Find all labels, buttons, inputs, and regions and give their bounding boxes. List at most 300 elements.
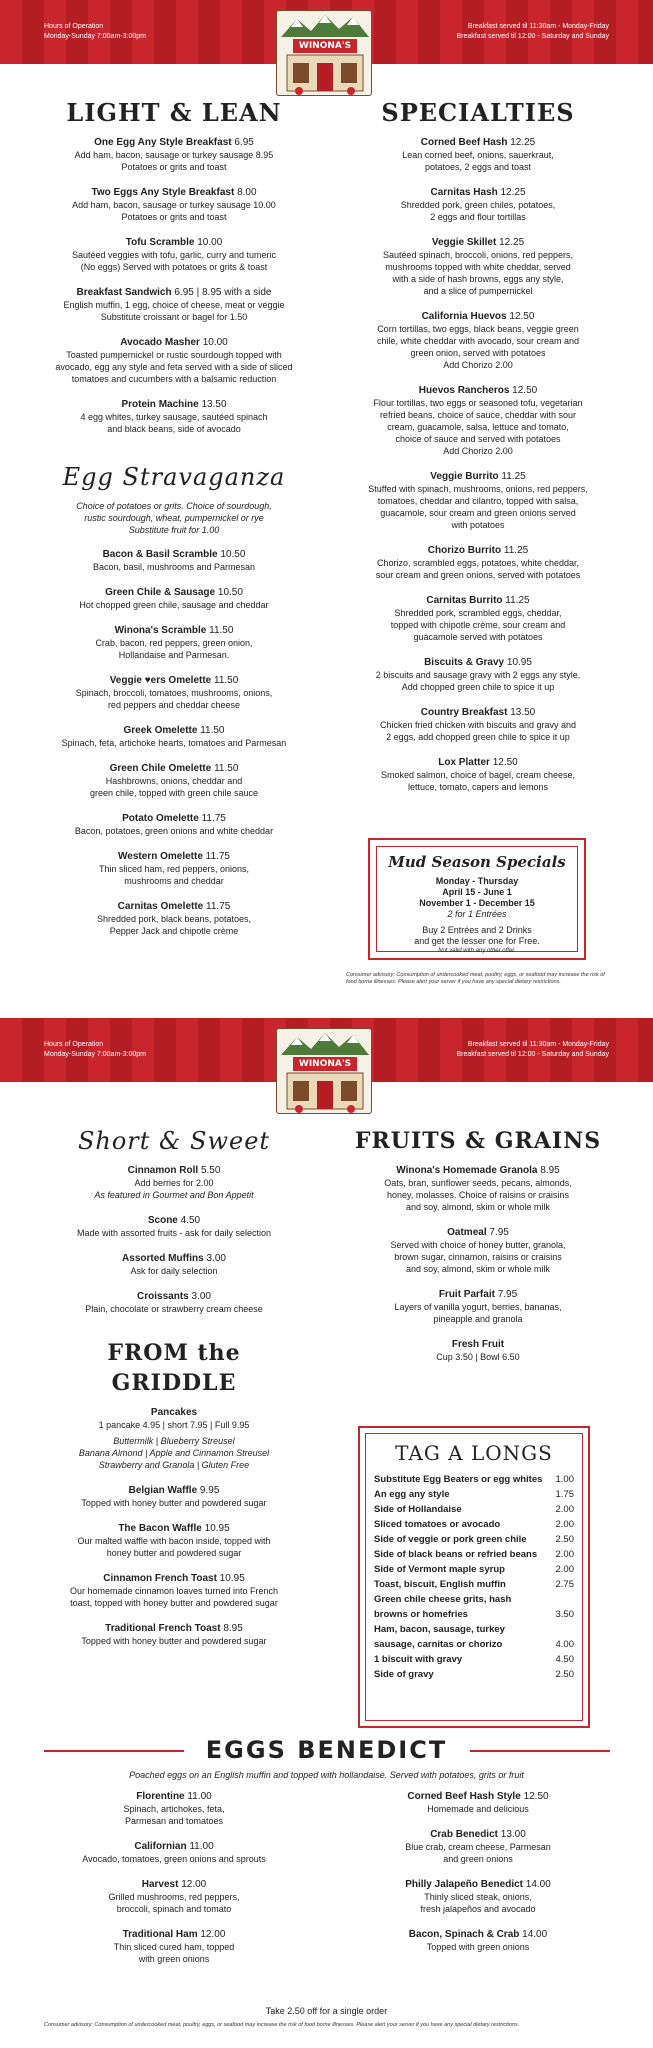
consumer-advisory-1: Consumer advisory: Consumption of undercooked meat, poultry, eggs, or seafood may increase the risk of food borne illnesses. Please alert your server if you have any special dietary restrictions.	[346, 972, 605, 985]
menu-item-desc: Hot chopped green chile, sausage and cheddar	[79, 600, 269, 610]
menu-item-name: Carnitas Burrito 11.25	[426, 595, 530, 606]
mud-season-box: Mud Season Specials Monday - Thursday April 15 - June 1 November 1 - December 15 2 for 1 Entrées Buy 2 Entrées and 2 Drinks and get the lesser one for Free. Not valid with any other offer.	[368, 838, 586, 960]
menu-item-name: Croissants 3.00	[137, 1291, 211, 1302]
menu-item-desc: Sautéed veggies with tofu, garlic, curry and tumeric	[71, 250, 277, 260]
single-order-note: Take 2.50 off for a single order	[265, 2006, 388, 2016]
menu-item-desc: with a side of hash browns, eggs any style,	[392, 274, 564, 284]
menu-item-price: 4.50	[180, 1215, 201, 1226]
menu-item-name: Cinnamon Roll 5.50	[127, 1165, 221, 1176]
tag-row-price: 2.75	[555, 1579, 574, 1590]
menu-item-price: 12.25	[500, 187, 526, 198]
menu-item-price: 6.95	[234, 137, 254, 148]
tag-row-price: 1.75	[555, 1489, 574, 1500]
benedict-intro: Poached eggs on an English muffin and topped with hollandaise. Served with potatoes, grits or fruit	[129, 1770, 524, 1780]
menu-item	[44, 850, 304, 887]
menu-item-desc: Substitute croissant or bagel for 1.50	[100, 312, 248, 322]
menu-item-price: 13.50	[201, 399, 227, 410]
menu-item-desc: Topped with honey butter and powdered sugar	[81, 1498, 267, 1508]
menu-item-desc: sour cream and green onions, served with potatoes	[375, 570, 581, 580]
menu-item-price: 7.95	[489, 1227, 509, 1238]
menu-item-desc: Hashbrowns, onions, cheddar and	[105, 776, 243, 786]
eggs-benedict-heading: EGGS BENEDICT	[205, 1736, 448, 1764]
menu-item-price: 10.00	[197, 237, 223, 248]
specialties-list	[348, 136, 608, 793]
menu-item-price: 11.25	[503, 545, 529, 556]
menu-item	[348, 1878, 608, 1915]
menu-item	[44, 186, 304, 223]
left-column-2	[44, 1126, 304, 1660]
right-column-2	[348, 1126, 608, 1376]
menu-item-price: 11.00	[189, 1841, 214, 1852]
menu-item-desc: Hollandaise and Parmesan.	[118, 650, 230, 660]
menu-item-desc: Add Chorizo 2.00	[443, 360, 513, 370]
menu-item-desc: guacamole, sour cream and green onions served	[380, 508, 576, 518]
menu-item-desc: Chicken fried chicken with biscuits and gravy and	[379, 720, 577, 730]
menu-item	[44, 724, 304, 749]
menu-item-desc: and a slice of pumpernickel	[423, 286, 533, 296]
menu-item-desc: toast, topped with honey butter and powdered sugar	[70, 1598, 278, 1608]
menu-item	[44, 1290, 304, 1315]
tag-row	[374, 1637, 574, 1652]
menu-item-name: Carnitas Hash 12.25	[430, 187, 526, 198]
menu-item-desc: tomatoes, cheddar and cilantro, topped with salsa,	[377, 496, 579, 506]
menu-item-desc: choice of sauce and served with potatoes	[395, 434, 561, 444]
griddle-list	[44, 1484, 304, 1647]
tag-row-name: Side of gravy	[374, 1669, 434, 1680]
divider-right	[470, 1750, 610, 1752]
menu-item-name: Lox Platter 12.50	[438, 757, 518, 768]
menu-item-desc: Topped with honey butter and powdered sugar	[81, 1636, 267, 1646]
menu-item-desc: Plain, chocolate or strawberry cream cheese	[85, 1304, 263, 1314]
menu-item-desc: Thin sliced ham, red peppers, onions,	[98, 864, 250, 874]
menu-item-name: Florentine 11.00	[136, 1791, 212, 1802]
menu-item-desc: Ask for daily selection	[130, 1266, 218, 1276]
tag-row-name: An egg any style	[374, 1489, 450, 1500]
menu-item-price: 8.95	[223, 1623, 243, 1634]
menu-item-desc: Add ham, bacon, sausage or turkey sausage 10.00	[72, 200, 276, 210]
menu-item-price: 11.00	[187, 1791, 212, 1802]
menu-item-name: Two Eggs Any Style Breakfast 8.00	[91, 187, 257, 198]
tag-row-name: Ham, bacon, sausage, turkey	[374, 1624, 505, 1635]
menu-item-price: 13.00	[500, 1829, 526, 1840]
menu-item-price: 3.00	[191, 1291, 211, 1302]
menu-item-name: The Bacon Waffle 10.95	[118, 1523, 230, 1534]
menu-item-price: 10.00	[202, 337, 228, 348]
menu-item-desc: and green onions	[443, 1854, 513, 1864]
menu-item-name: Fruit Parfait 7.95	[438, 1289, 518, 1300]
tag-row-price: 2.50	[555, 1669, 574, 1680]
menu-item-name: Cinnamon French Toast 10.95	[103, 1573, 245, 1584]
menu-item-desc: Served with choice of honey butter, granola,	[390, 1240, 566, 1250]
menu-item	[44, 1878, 304, 1915]
menu-item-price: 6.95 | 8.95 with a side	[174, 287, 272, 298]
light-lean-heading: LIGHT & LEAN	[66, 98, 282, 127]
menu-item-desc: and soy, almond, skim or whole milk	[406, 1264, 550, 1274]
menu-item-price: 7.95	[497, 1289, 518, 1300]
menu-item-price: 8.00	[237, 187, 257, 198]
menu-item-price: 9.95	[199, 1485, 220, 1496]
menu-item-name: Corned Beef Hash Style 12.50	[407, 1791, 549, 1802]
tag-row-name: 1 biscuit with gravy	[374, 1654, 463, 1665]
menu-item-price: 12.50	[512, 385, 538, 396]
logo-text: WINONA'S	[293, 39, 357, 53]
menu-item	[44, 624, 304, 661]
menu-item-desc: lettuce, tomato, capers and lemons	[407, 782, 549, 792]
menu-item-name: Scone 4.50	[147, 1215, 201, 1226]
menu-item-desc: Potatoes or grits and toast	[121, 212, 227, 222]
hours-right: Breakfast served til 11:30am - Monday-Friday Breakfast served til 12:00 - Saturday and Sunday	[456, 23, 609, 40]
fruits-grains-heading: FRUITS & GRAINS	[354, 1128, 602, 1154]
menu-item-desc: Toasted pumpernickel or rustic sourdough topped with	[66, 350, 282, 360]
menu-item-desc: Add Chorizo 2.00	[443, 446, 513, 456]
menu-item-desc: with green onions	[138, 1954, 210, 1964]
menu-item	[44, 762, 304, 799]
menu-item-price: 11.75	[206, 901, 231, 912]
griddle-heading: FROM the GRIDDLE	[107, 1340, 241, 1396]
menu-item-name: Oatmeal 7.95	[447, 1227, 509, 1238]
menu-item-price: 8.95	[540, 1165, 560, 1176]
menu-item-desc: 2 biscuits and sausage gravy with 2 eggs any style.	[375, 670, 581, 680]
tag-row	[374, 1562, 574, 1577]
menu-item-desc: Layers of vanilla yogurt, berries, bananas,	[394, 1302, 562, 1312]
menu-item	[44, 1840, 304, 1865]
left-column-1	[44, 98, 304, 950]
restaurant-logo	[276, 10, 372, 96]
menu-item	[348, 594, 608, 643]
tag-row	[374, 1517, 574, 1532]
menu-item-desc: Smoked salmon, choice of bagel, cream cheese,	[380, 770, 576, 780]
egg-intro: Choice of potatoes or grits. Choice of sourdough, rustic sourdough, wheat, pumpernickel or rye Substitute fruit for 1.00	[76, 501, 272, 535]
menu-item-desc: green onion, served with potatoes	[410, 348, 546, 358]
menu-item-price: 10.95	[204, 1523, 230, 1534]
menu-item-name: Veggie ♥ers Omelette 11.50	[109, 675, 239, 686]
menu-item-price: 10.50	[220, 549, 246, 560]
specialties-heading: SPECIALTIES	[381, 98, 575, 127]
menu-item-price: 12.00	[200, 1929, 226, 1940]
menu-item-name: Fresh Fruit	[451, 1339, 505, 1350]
menu-item-name: Tofu Scramble 10.00	[125, 237, 223, 248]
tag-row-price: 4.50	[555, 1654, 574, 1665]
menu-item-name: Country Breakfast 13.50	[420, 707, 536, 718]
menu-item	[44, 548, 304, 573]
menu-item	[348, 236, 608, 297]
menu-item-name: Californian 11.00	[134, 1841, 214, 1852]
menu-item-price: 12.25	[510, 137, 536, 148]
menu-item-name: Winona's Scramble 11.50	[114, 625, 234, 636]
menu-item-desc: Homemade and delicious	[427, 1804, 529, 1814]
tag-row-name: Side of veggie or pork green chile	[374, 1534, 527, 1545]
menu-item	[348, 1288, 608, 1325]
tag-row-price: 2.00	[555, 1564, 574, 1575]
restaurant-logo-2	[276, 1028, 372, 1114]
hours-left: Hours of Operation Monday-Sunday 7:00am-3:00pm	[44, 23, 146, 40]
menu-item-price: 12.25	[499, 237, 525, 248]
menu-item-desc: Stuffed with spinach, mushrooms, onions, red peppers,	[368, 484, 588, 494]
benedict-left	[44, 1790, 304, 1978]
menu-item-desc: Grilled mushrooms, red peppers,	[108, 1892, 240, 1902]
menu-item-name: Assorted Muffins 3.00	[122, 1253, 226, 1264]
menu-item-desc: and black beans, side of avocado	[107, 424, 241, 434]
menu-item-desc: Spinach, broccoli, tomatoes, mushrooms, onions,	[75, 688, 273, 698]
menu-item	[44, 1522, 304, 1559]
menu-item-desc: and soy, almond, skim or whole milk	[406, 1202, 550, 1212]
tag-title: TAG A LONGS	[395, 1441, 553, 1465]
menu-item-name: Potato Omelette 11.75	[122, 813, 226, 824]
menu-item-desc: Avocado, tomatoes, green onions and sprouts	[82, 1854, 266, 1864]
menu-item-desc: Topped with green onions	[426, 1942, 530, 1952]
menu-page-2	[0, 1018, 653, 2048]
tag-a-longs-box	[358, 1426, 590, 1728]
menu-item-desc: avocado, egg any style and feta served with a side of sliced	[55, 362, 293, 372]
tag-row-name: Substitute Egg Beaters or egg whites	[374, 1474, 543, 1485]
menu-item	[348, 756, 608, 793]
menu-item-desc: Spinach, feta, artichoke hearts, tomatoes and Parmesan	[61, 738, 287, 748]
menu-item	[44, 900, 304, 937]
menu-item-name: California Huevos 12.50	[421, 311, 535, 322]
menu-item-desc: Add ham, bacon, sausage or turkey sausage 8.95	[74, 150, 274, 160]
tag-row-name: Side of black beans or refried beans	[374, 1549, 538, 1560]
tag-row-name: Side of Hollandaise	[374, 1504, 462, 1515]
menu-item-desc: (No eggs) Served with potatoes or grits & toast	[80, 262, 268, 272]
menu-item-desc: Chorizo, scrambled eggs, potatoes, white cheddar,	[376, 558, 580, 568]
tag-row-name: Sliced tomatoes or avocado	[374, 1519, 501, 1530]
menu-item-desc: chile, white cheddar with avocado, sour cream and	[376, 336, 580, 346]
storefront-icon	[277, 11, 373, 97]
menu-item-price: 11.50	[200, 725, 225, 736]
menu-item	[44, 1572, 304, 1609]
menu-item-desc: Made with assorted fruits - ask for daily selection	[76, 1228, 272, 1238]
menu-item-desc: Cup 3.50 | Bowl 6.50	[436, 1352, 520, 1362]
tag-row-name: Side of Vermont maple syrup	[374, 1564, 505, 1575]
menu-item-desc: topped with chipotle crème, sour cream and	[390, 620, 566, 630]
menu-item	[44, 1622, 304, 1647]
menu-page-1	[0, 0, 653, 995]
menu-item-price: 12.50	[509, 311, 535, 322]
tag-row	[374, 1622, 574, 1637]
menu-item-price: 14.00	[525, 1879, 551, 1890]
menu-item-name: Avocado Masher 10.00	[120, 337, 228, 348]
menu-item-desc: pineapple and granola	[433, 1314, 523, 1324]
menu-item-name: Green Chile & Sausage 10.50	[105, 587, 243, 598]
menu-item	[44, 136, 304, 173]
menu-item-desc: Oats, bran, sunflower seeds, pecans, almonds,	[384, 1178, 572, 1188]
short-sweet-heading: Short & Sweet	[77, 1127, 271, 1155]
tag-row	[374, 1607, 574, 1622]
menu-item-price: 10.95	[219, 1573, 245, 1584]
menu-item-name: Winona's Homemade Granola 8.95	[396, 1165, 560, 1176]
tag-row	[374, 1592, 574, 1607]
menu-item-price: 10.50	[217, 587, 243, 598]
tag-row-price: 3.50	[555, 1609, 574, 1620]
menu-item-name: Greek Omelette 11.50	[123, 725, 225, 736]
tag-row	[374, 1502, 574, 1517]
menu-item-name: Traditional French Toast 8.95	[105, 1623, 243, 1634]
menu-item-desc: Add chopped green chile to spice it up	[401, 682, 555, 692]
menu-item	[348, 1928, 608, 1953]
menu-item	[44, 398, 304, 435]
menu-item-desc: Flour tortillas, two eggs or seasoned tofu, vegetarian	[373, 398, 583, 408]
egg-list	[44, 548, 304, 937]
menu-item-desc: honey butter and powdered sugar	[106, 1548, 242, 1558]
logo-text-2: WINONA'S	[293, 1057, 357, 1071]
tag-row-price: 2.00	[555, 1549, 574, 1560]
menu-item-desc: mushrooms topped with white cheddar, served	[385, 262, 571, 272]
menu-item-price: 11.50	[209, 625, 234, 636]
menu-item	[44, 1252, 304, 1277]
menu-item-desc: broccoli, spinach and tomato	[116, 1904, 232, 1914]
menu-item-price: 13.50	[510, 707, 536, 718]
menu-item-name: Bacon, Spinach & Crab 14.00	[408, 1929, 548, 1940]
menu-item-name: Traditional Ham 12.00	[122, 1929, 226, 1940]
menu-item-price: 11.25	[505, 595, 530, 606]
menu-item-desc: Spinach, artichokes, feta,	[123, 1804, 225, 1814]
menu-item	[348, 470, 608, 531]
tag-row-price: 2.00	[555, 1519, 574, 1530]
menu-item-desc: guacamole served with potatoes	[413, 632, 543, 642]
menu-item	[348, 1226, 608, 1275]
menu-item	[44, 674, 304, 711]
menu-item-desc: Our homemade cinnamon loaves turned into French	[69, 1586, 279, 1596]
menu-item-desc: Potatoes or grits and toast	[121, 162, 227, 172]
menu-item	[348, 544, 608, 581]
menu-item	[348, 186, 608, 223]
menu-item	[348, 384, 608, 457]
menu-item	[44, 286, 304, 323]
menu-item	[348, 136, 608, 173]
menu-item-desc: Thin sliced cured ham, topped	[113, 1942, 235, 1952]
menu-item-price: 12.50	[492, 757, 518, 768]
menu-item-desc: Corn tortillas, two eggs, black beans, veggie green	[377, 324, 579, 334]
menu-item	[348, 1828, 608, 1865]
tag-row	[374, 1487, 574, 1502]
menu-item-name: Chorizo Burrito 11.25	[427, 545, 529, 556]
menu-item-name: Harvest 12.00	[141, 1879, 207, 1890]
hours-right-2: Breakfast served til 11:30am - Monday-Friday Breakfast served til 12:00 - Saturday and Sunday	[456, 1041, 609, 1058]
tag-row	[374, 1472, 574, 1487]
menu-item-name: Corned Beef Hash 12.25	[420, 137, 536, 148]
menu-item-desc: cream, guacamole, salsa, lettuce and tomato,	[387, 422, 569, 432]
menu-item-desc: green chile, topped with green chile sauce	[89, 788, 259, 798]
menu-item	[348, 656, 608, 693]
consumer-advisory-2: Consumer advisory: Consumption of undercooked meat, poultry, eggs, or seafood may increase the risk of food borne illnesses. Please alert your server if you have any special dietary restrictions.	[44, 2022, 520, 2028]
menu-item-desc: Parmesan and tomatoes	[124, 1816, 224, 1826]
menu-item-name: Protein Machine 13.50	[121, 399, 227, 410]
menu-item-desc: tomatoes and cucumbers with a balsamic reduction	[71, 374, 277, 384]
menu-item	[348, 706, 608, 743]
menu-item	[348, 1338, 608, 1363]
menu-item-name: Carnitas Omelette 11.75	[117, 901, 231, 912]
menu-item-desc: Bacon, potatoes, green onions and white cheddar	[74, 826, 274, 836]
menu-item-desc: honey, molasses. Choice of raisins or craisins	[387, 1190, 569, 1200]
menu-item-name: Biscuits & Gravy 10.95	[424, 657, 532, 668]
menu-item-desc: Bacon, basil, mushrooms and Parmesan	[92, 562, 256, 572]
menu-item-desc: Blue crab, cream cheese, Parmesan	[405, 1842, 551, 1852]
light-lean-list	[44, 136, 304, 435]
mud-title: Mud Season Specials	[388, 853, 566, 871]
menu-item-price: 11.75	[205, 851, 230, 862]
menu-item	[44, 586, 304, 611]
tag-row-name: sausage, carnitas or chorizo	[374, 1639, 503, 1650]
menu-item-desc: 2 eggs, add chopped green chile to spice it up	[386, 732, 570, 742]
menu-item	[348, 1790, 608, 1815]
menu-item-name: Bacon & Basil Scramble 10.50	[102, 549, 246, 560]
menu-item	[44, 812, 304, 837]
menu-item-name: Western Omelette 11.75	[118, 851, 230, 862]
tag-row	[374, 1532, 574, 1547]
menu-item-desc: Pepper Jack and chipotle crème	[109, 926, 239, 936]
menu-item-desc: Shredded pork, green chiles, potatoes,	[400, 200, 556, 210]
menu-item-name: Veggie Skillet 12.25	[431, 237, 525, 248]
menu-item-desc: fresh jalapeños and avocado	[420, 1904, 536, 1914]
storefront-icon	[277, 1029, 373, 1115]
right-column-1	[348, 98, 608, 806]
menu-item-desc: 2 eggs and flour tortillas	[430, 212, 526, 222]
menu-item-name: Philly Jalapeño Benedict 14.00	[405, 1879, 551, 1890]
tag-row	[374, 1547, 574, 1562]
menu-item	[44, 236, 304, 273]
menu-item-price: 11.50	[214, 763, 239, 774]
benedict-right	[348, 1790, 608, 1966]
menu-item-desc: Shredded pork, scrambled eggs, cheddar,	[394, 608, 562, 618]
menu-item	[44, 1484, 304, 1509]
menu-item-price: 12.00	[181, 1879, 207, 1890]
menu-item-price: 11.75	[201, 813, 226, 824]
menu-item-name: Crab Benedict 13.00	[430, 1829, 526, 1840]
egg-stravaganza-heading: Egg Stravaganza	[62, 463, 286, 491]
menu-item-price: 5.50	[200, 1165, 221, 1176]
menu-item-desc: Our malted waffle with bacon inside, topped with	[77, 1536, 271, 1546]
menu-item-price: 3.00	[206, 1253, 226, 1264]
menu-item	[44, 1928, 304, 1965]
menu-item	[44, 1214, 304, 1239]
pancakes-item: Pancakes 1 pancake 4.95 | short 7.95 | Full 9.95 Buttermilk | Blueberry Streusel Banana Almond | Apple and Cinnamon Streusel Strawberry and Granola | Gluten Free	[78, 1407, 270, 1470]
short-sweet-list	[44, 1164, 304, 1315]
menu-item-desc: brown sugar, cinnamon, raisins or craisins	[394, 1252, 562, 1262]
tag-row-name: browns or homefries	[374, 1609, 468, 1620]
menu-item-name: One Egg Any Style Breakfast 6.95	[94, 137, 254, 148]
menu-item-note: As featured in Gourmet and Bon Appetit	[94, 1190, 254, 1200]
fruits-grains-list	[348, 1164, 608, 1363]
menu-item-desc: potatoes, 2 eggs and toast	[424, 162, 532, 172]
menu-item-desc: refried beans, choice of sauce, cheddar with sour	[379, 410, 577, 420]
menu-item	[44, 1164, 304, 1201]
menu-item-desc: Lean corned beef, onions, sauerkraut,	[402, 150, 554, 160]
tag-row	[374, 1577, 574, 1592]
menu-item-name: Belgian Waffle 9.95	[128, 1485, 220, 1496]
menu-item-desc: Sautéed spinach, broccoli, onions, red peppers,	[382, 250, 574, 260]
menu-item-name: Huevos Rancheros 12.50	[418, 385, 538, 396]
menu-item-name: Veggie Burrito 11.25	[430, 471, 526, 482]
tag-row	[374, 1667, 574, 1682]
tag-row-price: 1.00	[555, 1474, 574, 1485]
tag-row-name: Green chile cheese grits, hash	[374, 1594, 512, 1605]
menu-item-name: Breakfast Sandwich 6.95 | 8.95 with a side	[76, 287, 272, 298]
menu-item-price: 11.50	[214, 675, 239, 686]
menu-item-price: 12.50	[523, 1791, 549, 1802]
hours-left-2: Hours of Operation Monday-Sunday 7:00am-3:00pm	[44, 1041, 146, 1058]
menu-item-desc: Shredded pork, black beans, potatoes,	[96, 914, 252, 924]
tag-list	[374, 1472, 574, 1682]
menu-item	[348, 1164, 608, 1213]
menu-item-price: 10.95	[506, 657, 532, 668]
menu-item	[44, 1790, 304, 1827]
menu-item-price: 14.00	[522, 1929, 548, 1940]
tag-row-price: 4.00	[555, 1639, 574, 1650]
menu-item-desc: with potatoes	[451, 520, 505, 530]
menu-item-desc: Thinly sliced steak, onions,	[424, 1892, 532, 1902]
menu-item-desc: Add berries for 2.00	[134, 1178, 214, 1188]
menu-item-name: Green Chile Omelette 11.50	[109, 763, 239, 774]
